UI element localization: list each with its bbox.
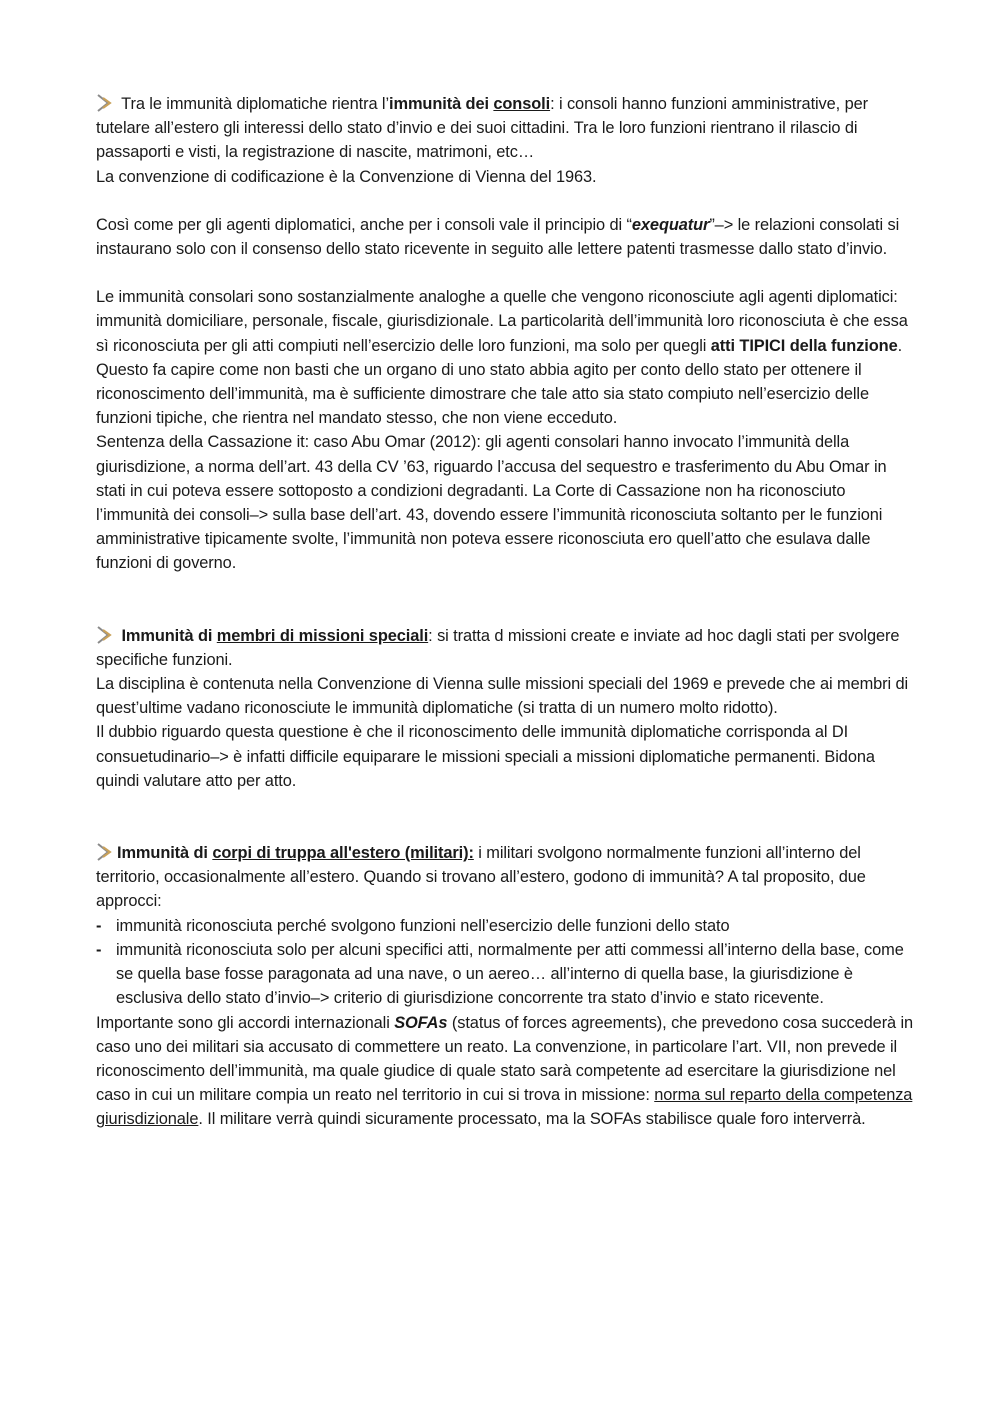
norma-reparto-underlined: norma sul reparto della competenza giurisdizionale bbox=[96, 1086, 913, 1129]
approcci-list bbox=[96, 914, 916, 1011]
immunita-consolari-paragraph bbox=[96, 285, 916, 430]
chevron-right-icon bbox=[96, 626, 116, 644]
dash-bullet: - bbox=[96, 940, 102, 959]
militari-text: i militari svolgono normalmente funzioni all’interno del territorio, occasionalmente all’estero. Quando si trovano all’estero, godono di immunità? A tal proposito, due approcci: bbox=[96, 844, 866, 911]
consoli-term: immunità dei bbox=[389, 95, 494, 113]
consoli-intro-paragraph bbox=[96, 92, 916, 165]
list-item-text: immunità riconosciuta solo per alcuni specifici atti, normalmente per atti commessi all’interno della base, come se quella base fosse paragonata ad una nave, o un aereo… all’interno di quella base, la giurisdizione è esclusiva dello stato d’invio–> criterio di giurisdizione concorrente tra stato d’invio e stato ricevente. bbox=[116, 940, 904, 1008]
document-body bbox=[96, 92, 916, 1132]
missioni-dubbio-paragraph: Il dubbio riguardo questa questione è che il riconoscimento delle immunità diplomatiche corrisponda al DI consuetudinario–> è infatti difficile equiparare le missioni speciali a missioni diplomatiche permanenti. Bidona quindi valutare atto per atto. bbox=[96, 723, 875, 790]
consoli-lead: Tra le immunità diplomatiche rientra l’ bbox=[117, 95, 390, 113]
list-item-text: immunità riconosciuta perché svolgono funzioni nell’esercizio delle funzioni dello stato bbox=[116, 916, 730, 935]
missioni-heading-underlined: membri di missioni speciali bbox=[216, 626, 429, 645]
chevron-right-icon bbox=[96, 94, 116, 112]
list-item bbox=[96, 914, 916, 938]
abu-omar-paragraph: Sentenza della Cassazione it: caso Abu Omar (2012): gli agenti consolari hanno invocato l’immunità della giurisdizione, a norma dell’art. 43 della CV ’63, riguardo l’accusa del sequestro e trasferimento du Abu Omar in stati in cui poteva essere sottoposto a condizioni degradanti. La Corte di Cassazione non ha riconosciuto l’immunità dei consoli–> sulla base dell’art. 43, dovendo essere l’immunità riconosciuta soltanto per le funzioni amministrative tipicamente svolte, l’immunità non poteva essere riconosciuta ero quell’atto che esulava dalle funzioni di governo. bbox=[96, 433, 887, 573]
missioni-speciali-paragraph bbox=[96, 624, 916, 672]
chevron-right-icon bbox=[96, 843, 116, 861]
militari-heading-underlined: corpi di truppa all'estero (militari): bbox=[212, 844, 474, 863]
sofas-text-b: (status of forces agreements), che prevedono cosa succederà in caso uno dei militari sia accusato di commettere un reato. La convenzione, in particolare l’art. VII, non prevede il riconoscimento dell’immunità, ma quale giudice di quale stato sarà competente ad esercitare la giurisdizione nel caso in cui un militare compia un reato nel territorio in cui si trova in missione: bbox=[96, 1013, 914, 1105]
consolari-text-a: Le immunità consolari sono sostanzialmente analoghe a quelle che vengono riconosciute agli agenti diplomatici: immunità domiciliare, personale, fiscale, giurisdizionale. La particolarità dell’immunità loro riconosciuta è che essa sì riconosciuta per gli atti compiuti nell’esercizio delle loro funzioni, ma solo per quegli bbox=[96, 288, 908, 355]
list-item bbox=[96, 938, 916, 1011]
sofas-term: SOFAs bbox=[394, 1013, 448, 1032]
exequatur-text-a: Così come per gli agenti diplomatici, anche per i consoli vale il principio di “ bbox=[96, 215, 632, 234]
consoli-term-underlined: consoli bbox=[493, 95, 551, 113]
sofas-text-a: Importante sono gli accordi internazionali bbox=[96, 1013, 395, 1032]
exequatur-term: exequatur bbox=[631, 215, 710, 234]
militari-paragraph bbox=[96, 841, 916, 914]
missioni-text: : si tratta d missioni create e inviate ad hoc dagli stati per svolgere specifiche funzioni. bbox=[96, 626, 900, 669]
convention-line: La convenzione di codificazione è la Convenzione di Vienna del 1963. bbox=[96, 167, 597, 186]
militari-heading: Immunità di bbox=[117, 844, 213, 863]
exequatur-paragraph bbox=[96, 213, 916, 261]
exequatur-text-b: ”–> le relazioni consolati si instaurano solo con il consenso dello stato ricevente in seguito alle lettere patenti trasmesse dallo stato d’invio. bbox=[96, 215, 900, 259]
sofas-paragraph bbox=[96, 1011, 916, 1132]
consolari-text-b: . Questo fa capire come non basti che un organo di uno stato abbia agito per conto dello stato per ottenere il riconoscimento dell’immunità, ma è sufficiente dimostrare che tale atto sia stato compiuto nell’esercizio delle funzioni tipiche, che rientra nel mandato stesso, che non viene ecceduto. bbox=[96, 336, 903, 428]
missioni-disciplina-paragraph: La disciplina è contenuta nella Convenzione di Vienna sulle missioni speciali del 1969 e prevede che ai membri di quest’ultime vadano riconosciute le immunità diplomatiche (si tratta di un numero molto ridotto). bbox=[96, 675, 909, 718]
dash-bullet: - bbox=[96, 916, 102, 935]
atti-tipici-term: atti TIPICI della funzione bbox=[710, 336, 898, 355]
missioni-heading: Immunità di bbox=[117, 626, 217, 645]
consoli-text: : i consoli hanno funzioni amministrative, per tutelare all’estero gli interessi dello stato d’invio e dei suoi cittadini. Tra le loro funzioni rientrano il rilascio di passaporti e visti, la registrazione di nascite, matrimoni, etc… bbox=[96, 95, 868, 162]
sofas-text-c: . Il militare verrà quindi sicuramente processato, ma la SOFAs stabilisce quale foro interverrà. bbox=[198, 1110, 866, 1129]
